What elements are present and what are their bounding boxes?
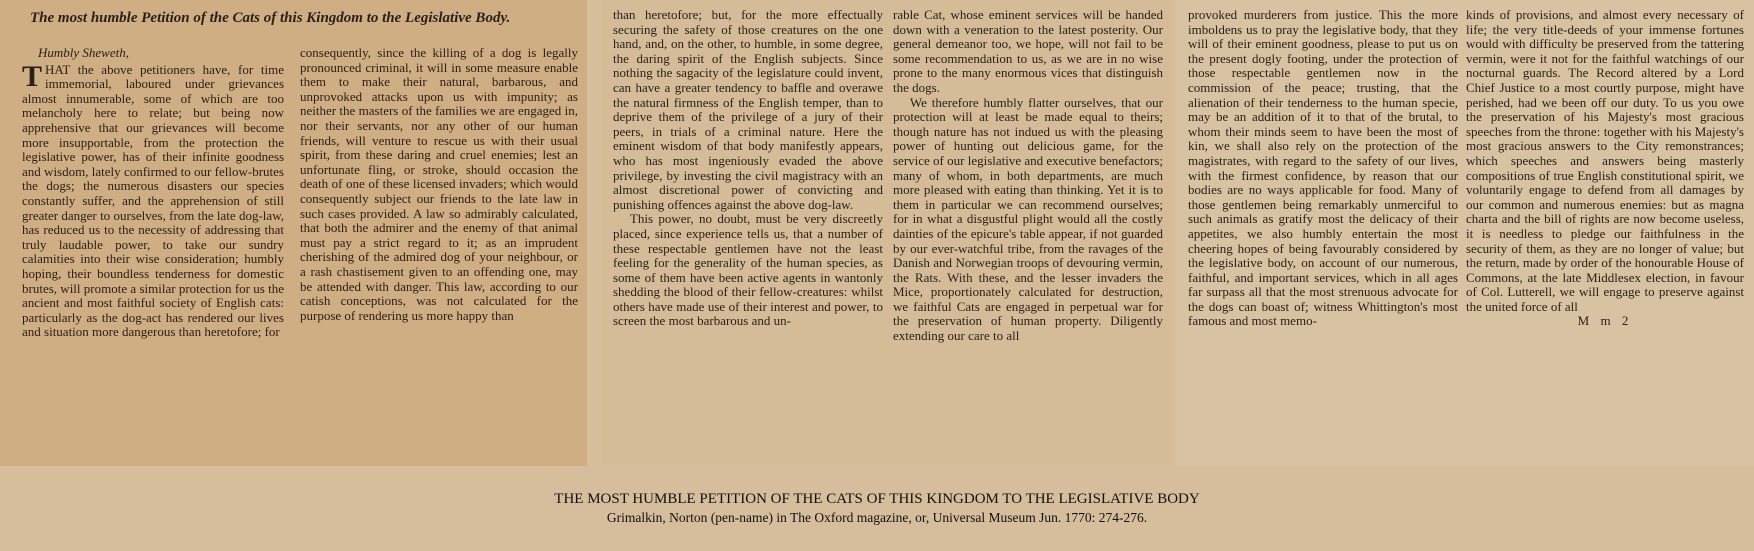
text-column-3 <box>613 8 883 464</box>
paragraph: This power, no doubt, must be very discreetly placed, since experience tells us, that a number of these respectable gentlemen have not the least feeling for the generality of the human species, as some of them have been active agents in wantonly shedding the blood of their fellow-creatures: whilst others have made use of their interest and power, to screen the most barbarous and un- <box>613 211 883 329</box>
text-column-5 <box>1188 8 1458 464</box>
paragraph: than heretofore; but, for the more effectually securing the safety of those creatures on the one hand, and, on the other, to humble, in some degree, the daring spirit of the English subjects. Since nothing the sagacity of the legislature could invent, can have a greater tendency to baffle and overawe the natural firmness of the English temper, than to deprive them of the privilege of a jury of their peers, in trials of a criminal nature. Here the eminent wisdom of that body manifestly appears, who has most ingeniously evaded the above privilege, by investing the civil magistracy with an almost discretional power of convicting and punishing offences against the above dog-law. <box>613 8 883 212</box>
paragraph: consequently, since the killing of a dog is legally pronounced criminal, it will in some measure enable them to make their natural, barbarous, and unprovoked attacks upon us with impunity; as neither the masters of the families we are engaged in, nor their servants, nor any other of our human friends, will venture to rescue us with their usual spirit, from these daring and cruel enemies; lest an unfortunate fling, or stroke, should occasion the death of one of these licensed invaders; which would consequently subject our friends to the late law in such cases provided. A law so admirably calculated, that both the admirer and the enemy of that animal must pay a strict regard to it; as an imprudent cherishing of the admired dog of your neighbour, or a rash chastisement given to an offending one, may be attended with danger. This law, according to our catish conceptions, was not calculated for the purpose of rendering us more happy than <box>300 46 578 323</box>
clipping-strip-1 <box>0 0 587 466</box>
drop-cap: T <box>22 59 43 93</box>
column-text <box>613 8 883 329</box>
text-column-2 <box>300 46 578 464</box>
text-column-1 <box>22 46 284 464</box>
text-column-4 <box>893 8 1163 464</box>
caption-source: Grimalkin, Norton (pen-name) in The Oxford magazine, or, Universal Museum Jun. 1770: 274-276. <box>606 510 1148 525</box>
page-signature: M m 2 <box>1577 313 1633 329</box>
petition-heading: The most humble Petition of the Cats of this Kingdom to the Legislative Body. <box>30 10 511 26</box>
paragraph: We therefore humbly flatter ourselves, that our protection will at least be made equal to theirs; though nature has not indued us with the pleasing power of hunting out delicious game, for the service of our legislative and executive benefactors; many of whom, in both departments, are much more pleased with eating than thinking. Yet it is to them in particular we can recommend ourselves; for in what a disgustful plight would all the costly dainties of the epicure's table appear, if not guarded by our ever-watchful tribe, from the ravages of the Danish and Norwegian troops of devouring vermin, the Rats. With these, and the lesser invaders the Mice, proportionately calculated for destruction, we faithful Cats are engaged in perpetual war for the preservation of human property. Diligently extending our care to all <box>893 94 1163 344</box>
clipping-strip-2 <box>601 0 1170 466</box>
paragraph: rable Cat, whose eminent services will be handed down with a veneration to the latest posterity. Our general demeanor too, we hope, will not fail to be some recommendation to us, as we are in no wise prone to the many enormous vices that distinguish the dogs. <box>893 8 1163 95</box>
column-text <box>300 46 578 323</box>
salutation: Humbly Sheweth, <box>38 46 129 60</box>
paragraph: provoked murderers from justice. This the more imboldens us to pray the legislative body, that they will of their eminent goodness, please to put us on the present dogly footing, under the protection of those respectable gentlemen now in the commission of the peace; trusting, that the alienation of their tenderness to the human specie, may be an addition of it to that of the brutal, to whom their minds seem to have been the most of kin, we shall also rely on the protection of the magistrates, with regard to the safety of our lives, with the firmest confidence, by reason that our bodies are no ways applicable for food. Many of those gentlemen being remarkably unmerciful to such animals as gratify most the delicacy of their appetites, we also humbly entertain the most cheering hopes of being favourably considered by the legislative body, on account of our numerous, faithful, and important services, which in all ages far surpass all that the most strenuous advocate for the dogs can boast of; witness Whittington's most famous and most memo- <box>1188 8 1458 329</box>
column-text <box>1466 8 1744 314</box>
column-text <box>22 59 284 340</box>
clipping-strip-3 <box>1176 0 1754 466</box>
paragraph: kinds of provisions, and almost every necessary of life; the very title-deeds of your immense fortunes would with difficulty be preserved from the tattering vermin, were it not for the faithful watchings of our nocturnal guards. The Record altered by a Lord Chief Justice to a most courtly purpose, might have perished, had we been off our duty. To us you owe the preservation of his Majesty's most gracious speeches from the throne: together with his Majesty's most gracious answers to the City remonstrances; which speeches and answers being masterly compositions of true English constitutional spirit, we voluntarily engage to defend from all damages by our common and numerous enemies: but as magna charta and the bill of rights are now become useless, it is needless to pledge our faithfulness in the security of them, as they are no longer of value; but the return, made by order of the honourable House of Commons, at the late Middlesex election, in favour of Col. Lutterell, we will engage to preserve against the united force of all <box>1466 8 1744 314</box>
column-text <box>1188 8 1458 329</box>
caption-title: THE MOST HUMBLE PETITION OF THE CATS OF THIS KINGDOM TO THE LEGISLATIVE BODY <box>554 491 1200 507</box>
text-column-6 <box>1466 8 1744 464</box>
column-text <box>893 8 1163 344</box>
image-caption <box>0 490 1754 527</box>
paragraph: HAT the above petitioners have, for time immemorial, laboured under grievances almost innumerable, some of which are too melancholy here to relate; but being now apprehensive that our grievances will become more insupportable, from the protection the legislative power, has of their infinite goodness and wisdom, lately confirmed to our fellow-brutes the dogs; the numerous disasters our species constantly suffer, and the apprehension of still greater danger to ourselves, from the late dog-law, has reduced us to the necessity of addressing that truly laudable power, to take our sundry calamities into their wise consideration; humbly hoping, their boundless tenderness for domestic brutes, will promote a similar protection for us the ancient and most faithful society of English cats: particularly as the dog-act has rendered our lives and situation more dangerous than heretofore; for <box>22 61 284 340</box>
